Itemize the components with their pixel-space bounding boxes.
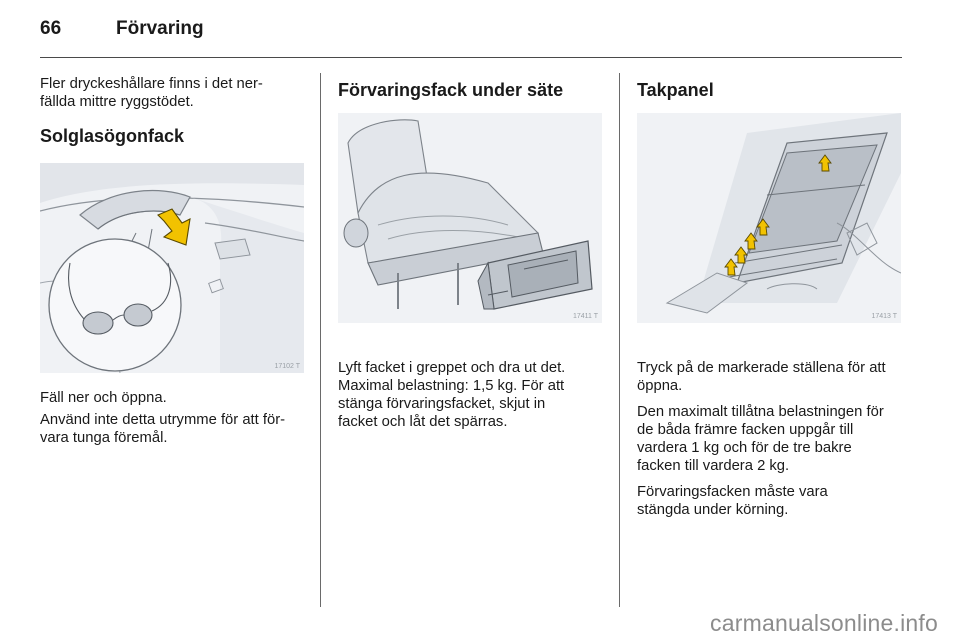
warning-line-1: Använd inte detta utrymme för att för- — [40, 412, 286, 428]
page-number: 66 — [40, 18, 62, 39]
drawer-line-1: Lyft facket i greppet och dra ut det. — [338, 360, 566, 376]
column-3 — [637, 75, 903, 527]
figure-code: 17102 T — [274, 363, 300, 370]
load-line-1: Den maximalt tillåtna belastningen för — [637, 404, 884, 420]
column-2 — [338, 75, 608, 439]
drawer-line-3: stänga förvaringsfacket, skjut in — [338, 396, 546, 412]
column-divider-2 — [619, 73, 620, 607]
load-line-2: de båda främre facken uppgår till — [637, 422, 854, 438]
figure-sunglasses-holder — [40, 163, 304, 373]
drawer-line-2: Maximal belastning: 1,5 kg. För att — [338, 378, 565, 394]
under-seat-drawer-illustration — [338, 113, 602, 323]
intro-line-1: Fler dryckeshållare finns i det ner- — [40, 76, 263, 92]
watermark: carmanualsonline.info — [710, 610, 938, 636]
warning-text — [40, 411, 310, 447]
intro-text — [40, 75, 310, 111]
roof-instruction — [637, 359, 903, 395]
roof-line-1: Tryck på de markerade ställena för att — [637, 360, 886, 376]
sunglasses-holder-illustration — [40, 163, 304, 373]
figure-code: 17413 T — [871, 313, 897, 320]
drawer-line-4: facket och låt det spärras. — [338, 414, 508, 430]
intro-line-2: fällda mittre ryggstödet. — [40, 94, 194, 110]
chapter-title: Förvaring — [116, 18, 204, 39]
header-rule — [40, 57, 902, 58]
column-1 — [40, 75, 310, 455]
note-line-1: Förvaringsfacken måste vara — [637, 484, 828, 500]
instruction-text: Fäll ner och öppna. — [40, 390, 167, 406]
note-line-2: stängda under körning. — [637, 502, 789, 518]
warning-line-2: vara tunga föremål. — [40, 430, 168, 446]
figure-roof-panel — [637, 113, 901, 323]
load-line-4: facken till vardera 2 kg. — [637, 458, 790, 474]
figure-code: 17411 T — [572, 313, 598, 320]
roof-load-info — [637, 403, 903, 475]
load-line-3: vardera 1 kg och för de tre bakre — [637, 440, 852, 456]
figure-under-seat-drawer — [338, 113, 602, 323]
roof-line-2: öppna. — [637, 378, 683, 394]
section-heading-forvaringsfack: Förvaringsfack under säte — [338, 80, 564, 100]
roof-panel-illustration — [637, 113, 901, 323]
column-divider-1 — [320, 73, 321, 607]
roof-driving-note — [637, 483, 903, 519]
section-heading-takpanel: Takpanel — [637, 80, 714, 100]
drawer-instructions — [338, 359, 608, 431]
section-heading-solglasogonfack: Solglasögonfack — [40, 126, 185, 146]
